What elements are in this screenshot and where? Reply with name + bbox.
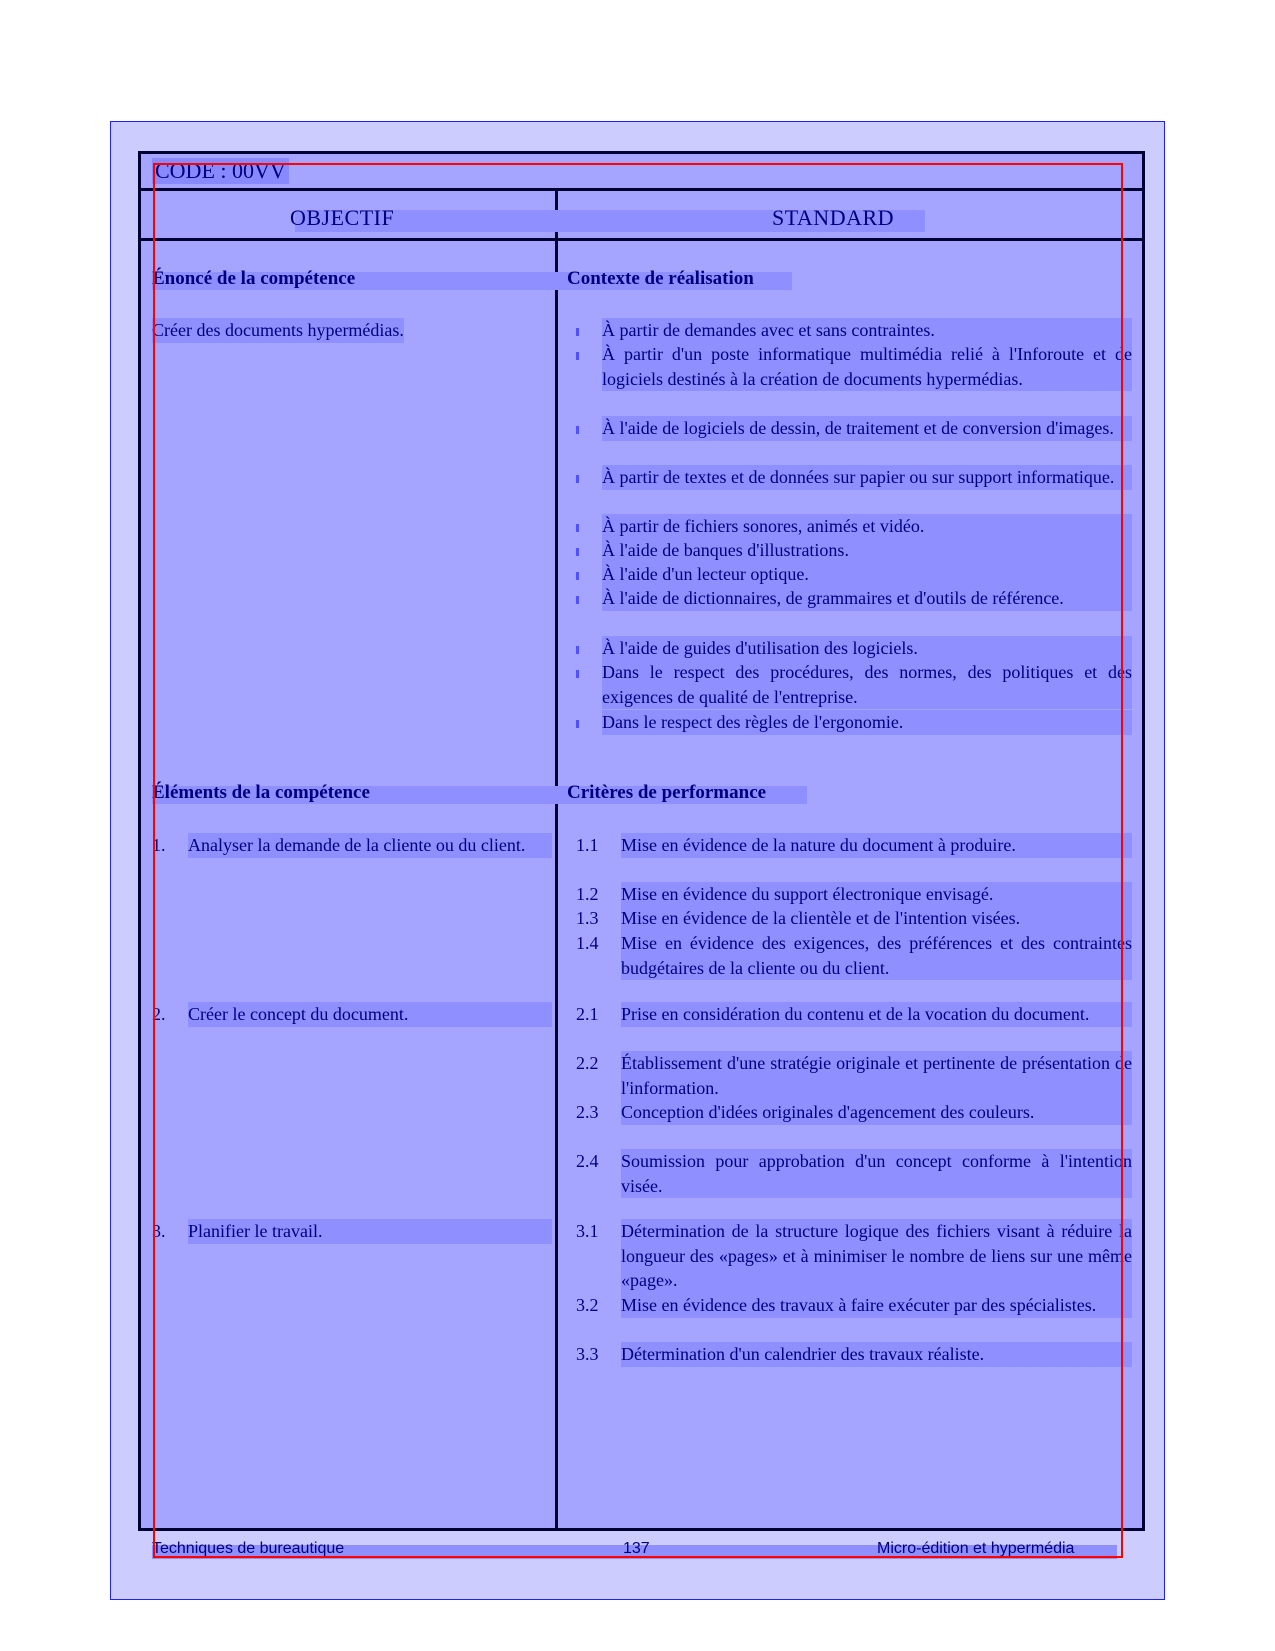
- contexte-item: [576, 636, 1132, 660]
- contexte-text: Dans le respect des règles de l'ergonomie.: [602, 710, 1132, 735]
- critere-number: 2.2: [576, 1053, 599, 1073]
- critere-text: Soumission pour approbation d'un concept conforme à l'intention visée.: [621, 1149, 1132, 1198]
- contexte-text: À partir de textes et de données sur papier ou sur support informatique.: [602, 465, 1132, 490]
- element-item: [152, 833, 552, 883]
- element-number: 1.: [152, 835, 166, 855]
- footer-program: Techniques de bureautique: [152, 1540, 345, 1557]
- critere-text: Établissement d'une stratégie originale et pertinente de présentation de l'information.: [621, 1051, 1132, 1100]
- contexte-text: À l'aide de dictionnaires, de grammaires et d'outils de référence.: [602, 586, 1132, 611]
- element-text: Analyser la demande de la cliente ou du client.: [188, 833, 552, 858]
- critere-item: [576, 1219, 1132, 1293]
- column-header-standard: STANDARD: [772, 205, 895, 230]
- bullet-icon: [576, 596, 579, 604]
- critere-text: Conception d'idées originales d'agencement des couleurs.: [621, 1100, 1132, 1125]
- bullet-icon: [576, 572, 579, 580]
- critere-number: 3.1: [576, 1221, 599, 1241]
- critere-item: [576, 906, 1132, 930]
- element-text: Créer le concept du document.: [188, 1002, 552, 1027]
- table-column-divider: [555, 190, 558, 1528]
- critere-item: [576, 833, 1132, 883]
- contexte-text: À partir de fichiers sonores, animés et vidéo.: [602, 514, 1132, 539]
- critere-number: 1.2: [576, 884, 599, 904]
- elements-title: Éléments de la compétence: [152, 782, 370, 803]
- critere-number: 3.2: [576, 1295, 599, 1315]
- critere-item: [576, 1051, 1132, 1101]
- bullet-icon: [576, 720, 579, 728]
- footer-page-number: 137: [623, 1540, 650, 1557]
- table-divider-top: [138, 188, 1145, 191]
- critere-item: [576, 1002, 1132, 1052]
- critere-item: [576, 1149, 1132, 1199]
- contexte-item: [576, 416, 1132, 466]
- critere-text: Détermination de la structure logique des fichiers visant à réduire la longueur des «pages» et à minimiser le nombre de liens sur une même «page».: [621, 1219, 1132, 1293]
- critere-number: 2.3: [576, 1102, 599, 1122]
- contexte-item: [576, 465, 1132, 515]
- critere-text: Mise en évidence de la nature du document à produire.: [621, 833, 1132, 858]
- contexte-title: Contexte de réalisation: [567, 268, 754, 289]
- critere-item: [576, 882, 1132, 906]
- critere-text: Détermination d'un calendrier des travaux réaliste.: [621, 1342, 1132, 1367]
- critere-item: [576, 1293, 1132, 1343]
- contexte-item: [576, 586, 1132, 636]
- contexte-item: [576, 538, 1132, 562]
- table-divider-header: [138, 238, 1145, 241]
- critere-number: 1.4: [576, 933, 599, 953]
- bullet-icon: [576, 475, 579, 483]
- contexte-text: À l'aide d'un lecteur optique.: [602, 562, 1132, 587]
- contexte-item: [576, 562, 1132, 586]
- column-header-objectif: OBJECTIF: [290, 205, 395, 230]
- contexte-item: [576, 660, 1132, 710]
- contexte-text: À partir d'un poste informatique multimédia relié à l'Inforoute et de logiciels destinés à la création de documents hypermédias.: [602, 342, 1132, 391]
- contexte-item: [576, 318, 1132, 342]
- criteres-title: Critères de performance: [567, 782, 767, 803]
- critere-item: [576, 1342, 1132, 1366]
- bullet-icon: [576, 524, 579, 532]
- critere-number: 1.3: [576, 908, 599, 928]
- footer-module: Micro-édition et hypermédia: [877, 1540, 1075, 1557]
- contexte-text: À l'aide de logiciels de dessin, de traitement et de conversion d'images.: [602, 416, 1132, 441]
- enonce-text: Créer des documents hypermédias.: [152, 318, 404, 343]
- critere-number: 2.1: [576, 1004, 599, 1024]
- element-number: 3.: [152, 1221, 166, 1241]
- competence-code: CODE : 00VV: [152, 158, 289, 184]
- bullet-icon: [576, 328, 579, 336]
- element-item: [152, 1002, 552, 1028]
- critere-number: 2.4: [576, 1151, 599, 1171]
- enonce-title: Énoncé de la compétence: [152, 268, 356, 289]
- contexte-text: À partir de demandes avec et sans contraintes.: [602, 318, 1132, 343]
- critere-item: [576, 1100, 1132, 1150]
- contexte-item: [576, 710, 1132, 734]
- bullet-icon: [576, 646, 579, 654]
- bullet-icon: [576, 670, 579, 678]
- contexte-text: Dans le respect des procédures, des normes, des politiques et des exigences de qualité de l'entreprise.: [602, 660, 1132, 709]
- contexte-item: [576, 514, 1132, 538]
- element-number: 2.: [152, 1004, 166, 1024]
- contexte-text: À l'aide de banques d'illustrations.: [602, 538, 1132, 563]
- critere-text: Mise en évidence du support électronique envisagé.: [621, 882, 1132, 907]
- bullet-icon: [576, 548, 579, 556]
- critere-text: Mise en évidence des travaux à faire exécuter par des spécialistes.: [621, 1293, 1132, 1318]
- critere-text: Mise en évidence de la clientèle et de l'intention visées.: [621, 906, 1132, 931]
- contexte-text: À l'aide de guides d'utilisation des logiciels.: [602, 636, 1132, 661]
- element-item: [152, 1219, 552, 1245]
- critere-text: Prise en considération du contenu et de la vocation du document.: [621, 1002, 1132, 1027]
- bullet-icon: [576, 426, 579, 434]
- contexte-item: [576, 342, 1132, 416]
- critere-item: [576, 931, 1132, 981]
- bullet-icon: [576, 352, 579, 360]
- critere-number: 1.1: [576, 835, 599, 855]
- element-text: Planifier le travail.: [188, 1219, 552, 1244]
- critere-text: Mise en évidence des exigences, des préférences et des contraintes budgétaires de la cliente ou du client.: [621, 931, 1132, 980]
- critere-number: 3.3: [576, 1344, 599, 1364]
